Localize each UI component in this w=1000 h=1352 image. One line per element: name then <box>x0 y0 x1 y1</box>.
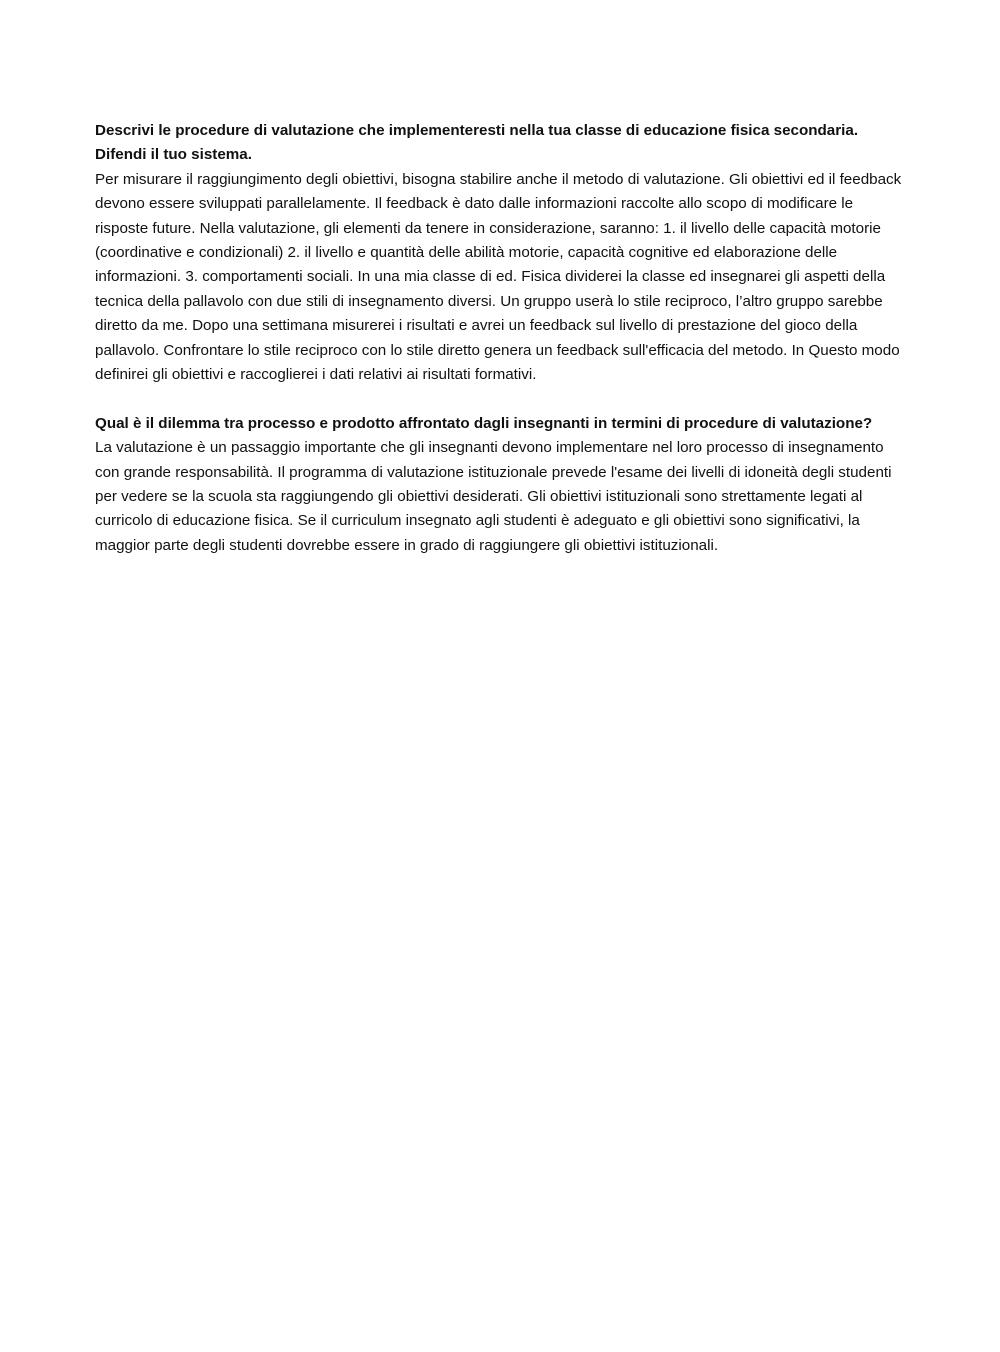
question-heading-2: Qual è il dilemma tra processo e prodotto affrontato dagli insegnanti in termini di procedure di valutazione? <box>95 414 873 432</box>
answer-paragraph-2: La valutazione è un passaggio importante che gli insegnanti devono implementare nel loro processo di insegnamento con grande responsabilità. Il programma di valutazione istituzionale prevede l'esame dei livelli di idoneità degli studenti per vedere se la scuola sta raggiungendo gli obiettivi desiderati. Gli obiettivi istituzionali sono strettamente legati al curricolo di educazione fisica. Se il curriculum insegnato agli studenti è adeguato e gli obiettivi sono significativi, la maggior parte degli studenti dovrebbe essere in grado di raggiungere gli obiettivi istituzionali. <box>95 439 892 554</box>
document-body <box>95 119 907 558</box>
answer-paragraph-1: Per misurare il raggiungimento degli obiettivi, bisogna stabilire anche il metodo di valutazione. Gli obiettivi ed il feedback devono essere sviluppati parallelamente. Il feedback è dato dalle informazioni raccolte allo scopo di modificare le risposte future. Nella valutazione, gli elementi da tenere in considerazione, saranno: 1. il livello delle capacità motorie (coordinative e condizionali) 2. il livello e quantità delle abilità motorie, capacità cognitive ed elaborazione delle informazioni. 3. comportamenti sociali. In una mia classe di ed. Fisica dividerei la classe ed insegnarei gli aspetti della tecnica della pallavolo con due stili di insegnamento diversi. Un gruppo userà lo stile reciproco, l’altro gruppo sarebbe diretto da me. Dopo una settimana misurerei i risultati e avrei un feedback sul livello di prestazione del gioco della pallavolo. Confrontare lo stile reciproco con lo stile diretto genera un feedback sull'efficacia del metodo. In Questo modo definirei gli obiettivi e raccoglierei i dati relativi ai risultati formativi. <box>95 170 902 384</box>
question-heading-1: Descrivi le procedure di valutazione che implementeresti nella tua classe di educazione fisica secondaria. Difendi il tuo sistema. <box>95 122 859 164</box>
paragraph-gap <box>95 387 907 411</box>
